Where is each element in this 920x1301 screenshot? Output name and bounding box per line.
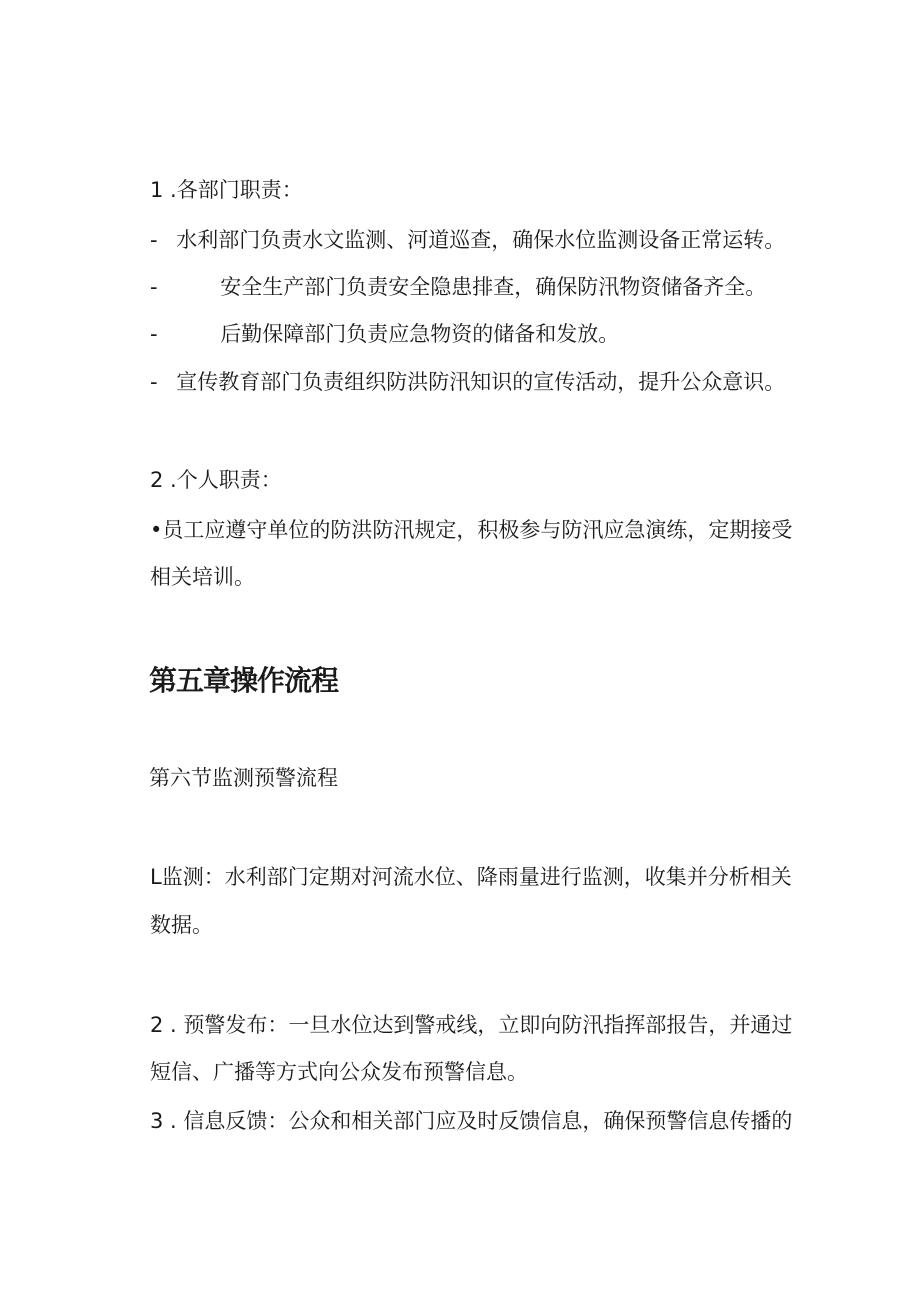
list-dash: -: [150, 228, 158, 252]
list-item-text: 安全生产部门负责安全隐患排查，确保防汛物资储备齐全。: [220, 275, 767, 299]
personal-item-continuation: 相关培训。: [150, 565, 255, 589]
step-warning: 2 . 预警发布：一旦水位达到警戒线，立即向防汛指挥部报告，并通过: [150, 1013, 793, 1037]
dept-item-publicity: [150, 368, 785, 396]
personal-heading: 2 .个人职责：: [150, 468, 282, 492]
step-monitoring: L监测：水利部门定期对河流水位、降雨量进行监测，收集并分析相关: [150, 865, 792, 889]
step-warning-continuation: 短信、广播等方式向公众发布预警信息。: [150, 1060, 528, 1084]
personal-item: [150, 516, 792, 544]
step-feedback: 3 . 信息反馈：公众和相关部门应及时反馈信息，确保预警信息传播的: [150, 1109, 793, 1133]
dept-heading: 1 .各部门职责：: [150, 178, 303, 202]
chapter-title: 第五章操作流程: [149, 664, 339, 697]
personal-item-text: 员工应遵守单位的防洪防汛规定，积极参与防汛应急演练，定期接受: [162, 518, 793, 542]
dept-item-logistics: [150, 320, 619, 348]
list-dash: -: [150, 275, 158, 299]
list-dash: -: [150, 370, 158, 394]
list-item-text: 水利部门负责水文监测、河道巡查，确保水位监测设备正常运转。: [176, 228, 786, 252]
list-dash: -: [150, 322, 158, 346]
section-title: 第六节监测预警流程: [149, 766, 338, 790]
dept-item-water: [150, 226, 785, 254]
step-monitoring-continuation: 数据。: [150, 913, 213, 937]
list-item-text: 后勤保障部门负责应急物资的储备和发放。: [220, 322, 620, 346]
list-item-text: 宣传教育部门负责组织防洪防汛知识的宣传活动，提升公众意识。: [176, 370, 786, 394]
bullet: •: [150, 518, 163, 542]
dept-item-safety: [150, 273, 766, 301]
